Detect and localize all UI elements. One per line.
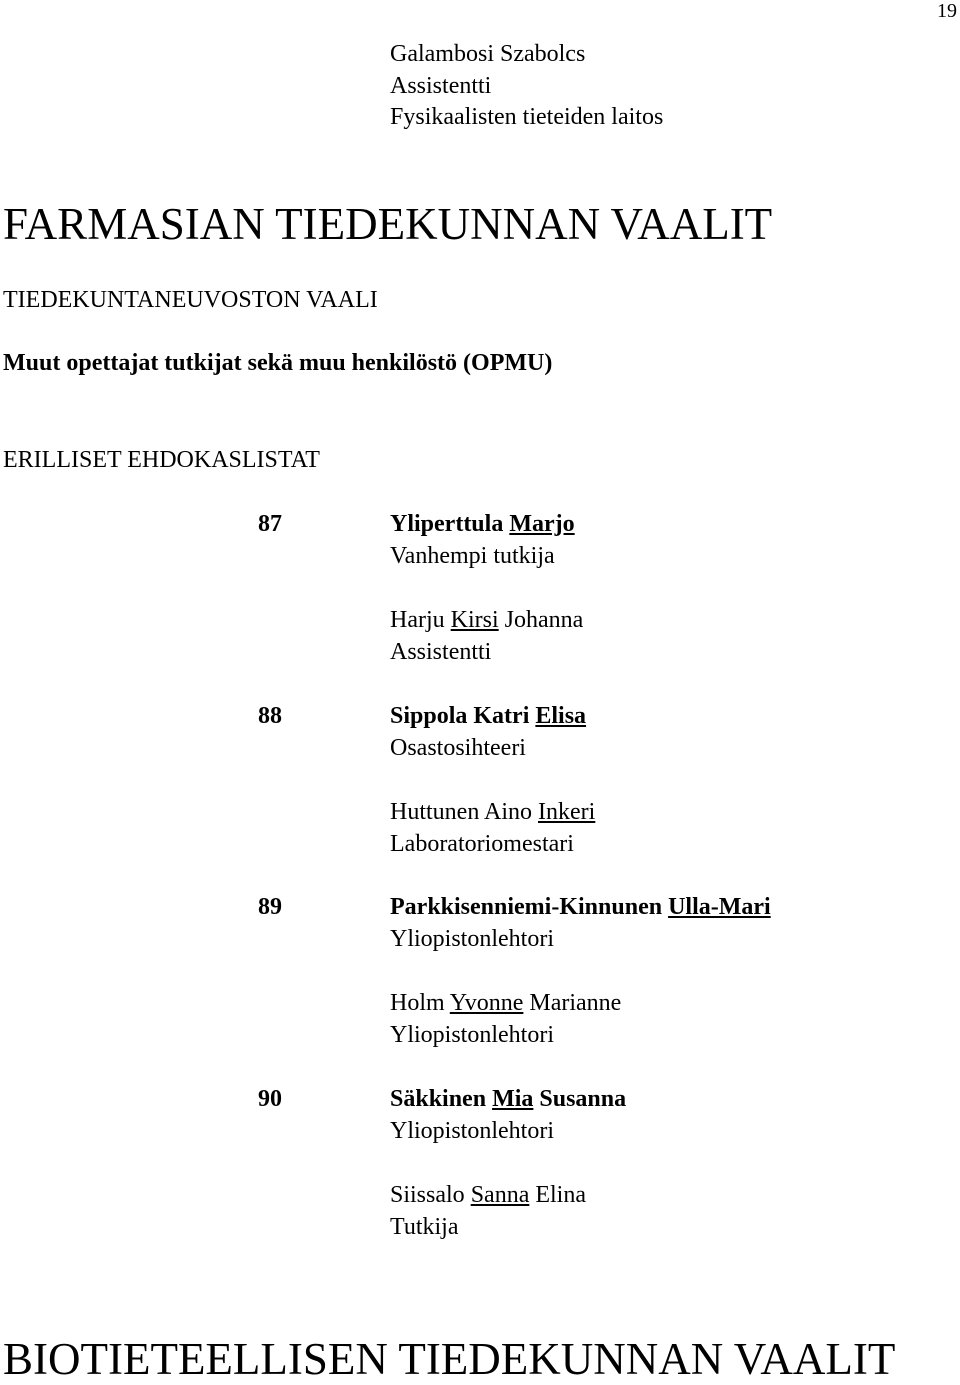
candidate-title: Yliopistonlehtori [390,1118,554,1144]
candidate-calling-name: Yvonne [449,990,524,1016]
list-number: 90 [258,1086,282,1112]
candidate-title: Laboratoriomestari [390,831,574,857]
header-candidate-name: Galambosi Szabolcs [390,41,586,67]
candidate-name [390,891,771,923]
candidate-surname: Sippola Katri [390,703,536,729]
candidate-title: Tutkija [390,1214,459,1240]
candidate-surname: Holm [390,990,450,1016]
candidate-name [390,987,621,1019]
candidate-name [390,1179,586,1211]
candidate-calling-name: Sanna [470,1182,530,1208]
candidate-name [390,604,583,636]
list-heading: ERILLISET EHDOKASLISTAT [3,447,320,473]
candidate-surname: Harju [390,607,451,633]
candidate-surname: Yliperttula [390,511,510,537]
header-candidate-department: Fysikaalisten tieteiden laitos [390,104,664,130]
candidate-title: Yliopistonlehtori [390,1022,554,1048]
candidate-title: Assistentti [390,639,492,665]
next-section-title: BIOTIETEELLISEN TIEDEKUNNAN VAALIT [3,1334,896,1384]
candidate-name [390,508,575,540]
candidate-other-names: Johanna [498,607,584,633]
candidate-surname: Huttunen Aino [390,799,538,825]
section-title: FARMASIAN TIEDEKUNNAN VAALIT [3,199,773,249]
candidate-name [390,700,586,732]
candidate-title: Osastosihteeri [390,735,526,761]
candidate-other-names: Marianne [523,990,622,1016]
candidate-title: Yliopistonlehtori [390,926,554,952]
candidate-calling-name: Kirsi [450,607,499,633]
candidate-name [390,796,595,828]
list-number: 88 [258,703,282,729]
candidate-calling-name: Inkeri [538,799,596,825]
list-number: 89 [258,894,282,920]
candidate-surname: Siissalo [390,1182,471,1208]
election-name: TIEDEKUNTANEUVOSTON VAALI [3,287,378,313]
candidate-calling-name: Elisa [535,703,587,729]
candidate-surname: Parkkisenniemi-Kinnunen [390,894,669,920]
header-candidate-title: Assistentti [390,73,492,99]
page-number: 19 [937,0,957,22]
candidate-calling-name: Mia [492,1086,534,1112]
candidate-title: Vanhempi tutkija [390,543,555,569]
candidate-name [390,1083,626,1115]
group-name: Muut opettajat tutkijat sekä muu henkilöstö (OPMU) [3,350,553,376]
candidate-calling-name: Marjo [509,511,575,537]
candidate-other-names: Susanna [533,1086,627,1112]
candidate-surname: Säkkinen [390,1086,493,1112]
list-number: 87 [258,511,282,537]
candidate-other-names: Elina [529,1182,586,1208]
candidate-calling-name: Ulla-Mari [668,894,771,920]
